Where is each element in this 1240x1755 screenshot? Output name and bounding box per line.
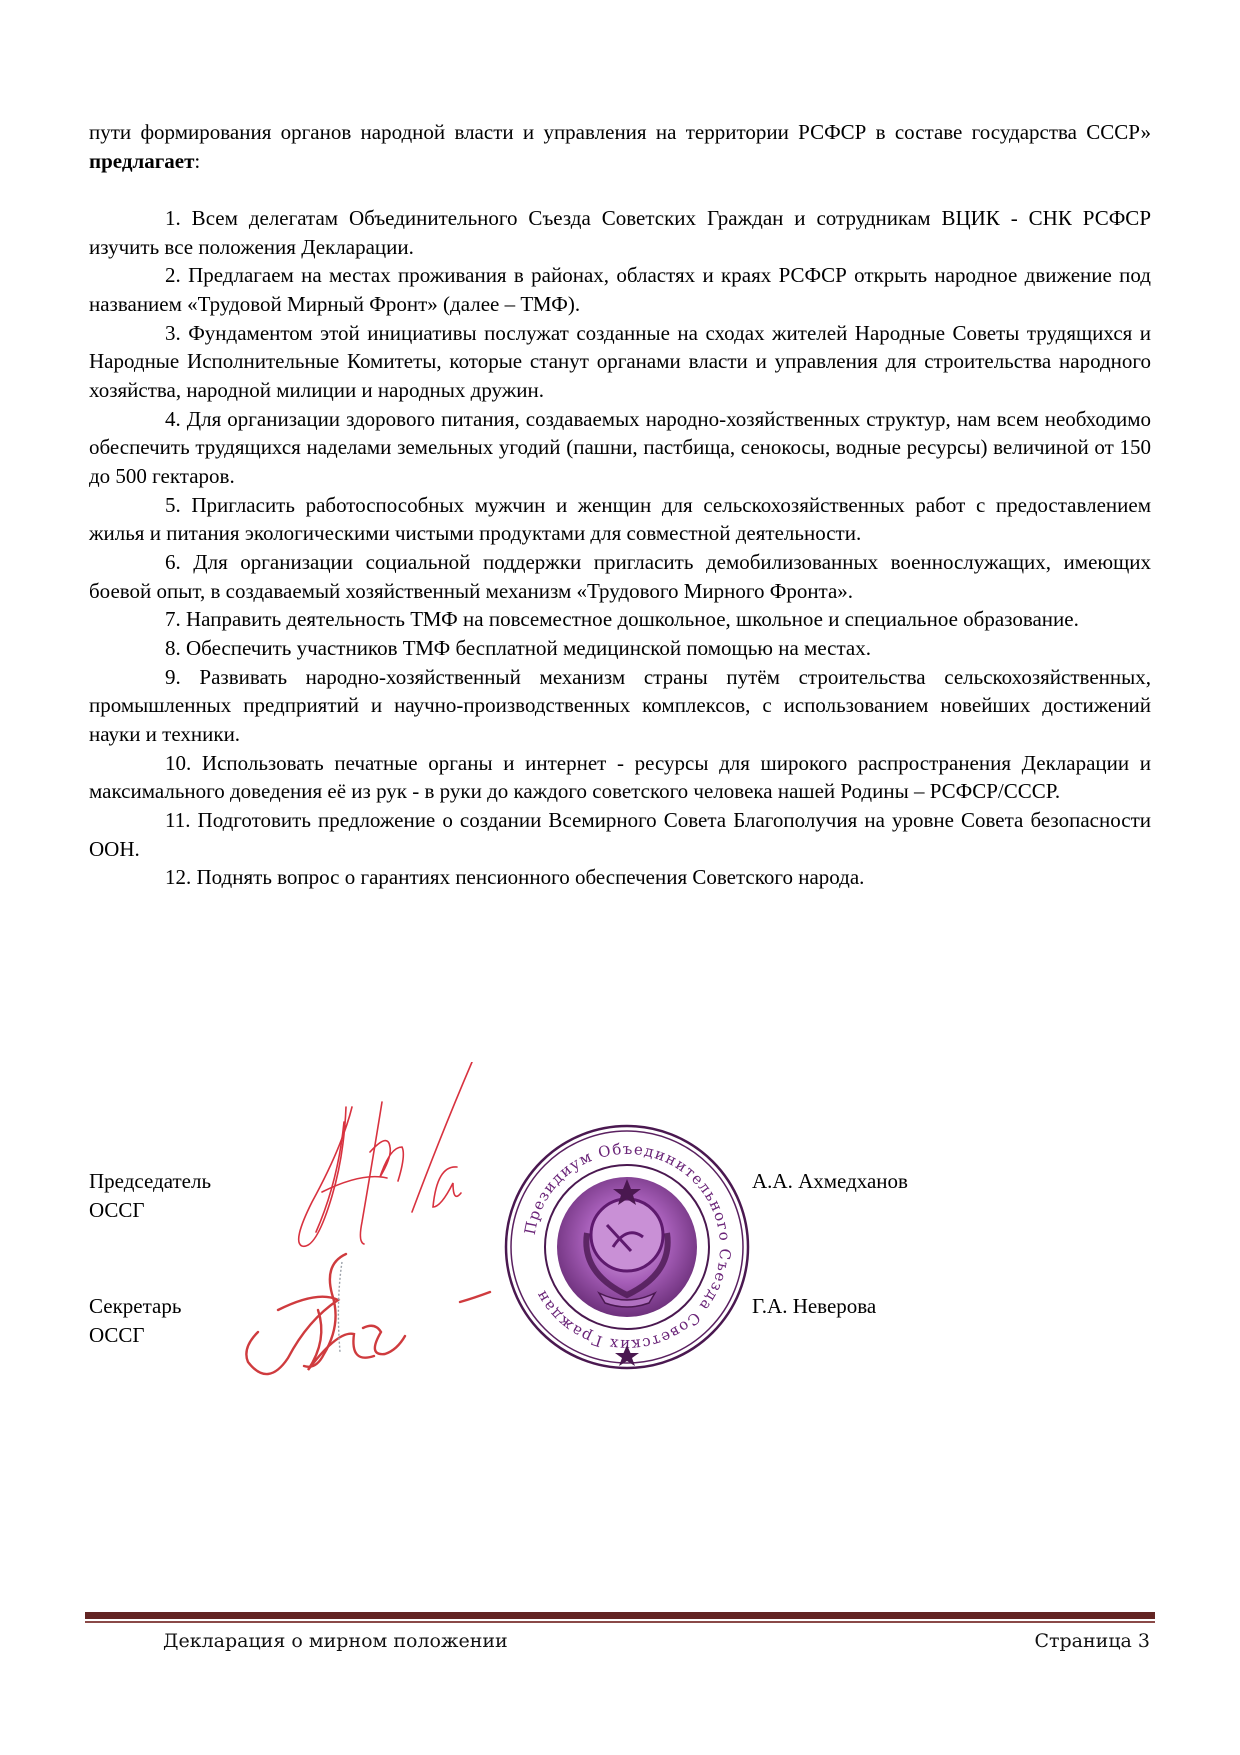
intro-paragraph <box>89 118 1151 175</box>
coat-of-arms-emblem <box>557 1177 697 1317</box>
list-item-9: 9. Развивать народно-хозяйственный механизм страны путём строительства сельскохозяйственных, промышленных предприятий и научно-производственных комплексов, с использованием новейших достижений науки и техники. <box>89 664 1151 747</box>
chairman-title-line2: ОССГ <box>89 1197 145 1222</box>
list-item-7: 7. Направить деятельность ТМФ на повсеместное дошкольное, школьное и специальное образование. <box>165 607 1079 632</box>
chairman-name: А.А. Ахмедханов <box>752 1169 908 1193</box>
intro-text: пути формирования органов народной власти и управления на территории РСФСР в составе государства СССР» <box>89 120 1151 144</box>
secretary-title-line1: Секретарь <box>89 1294 182 1318</box>
list-item-10: 10. Использовать печатные органы и интернет - ресурсы для широкого распространения Декларации и максимального доведения её из рук - в руки до каждого советского человека нашей Родины – РСФСР/СССР. <box>89 750 1151 804</box>
seal-text: Президиум Объединительного Съезда Советских Граждан <box>520 1139 735 1355</box>
list-item-4: 4. Для организации здорового питания, создаваемых народно-хозяйственных структур, нам всем необходимо обеспечить трудящихся наделами земельных угодий (пашни, пастбища, сенокосы, водные ресурсы) величиной от 150 до 500 гектаров. <box>89 406 1151 489</box>
list-item-12: 12. Поднять вопрос о гарантиях пенсионного обеспечения Советского народа. <box>165 865 865 890</box>
secretary-title-line2: ОССГ <box>89 1322 145 1347</box>
list-item-6: 6. Для организации социальной поддержки пригласить демобилизованных военнослужащих, имеющих боевой опыт, в создаваемый хозяйственный механизм «Трудового Мирного Фронта». <box>89 550 1151 603</box>
list-item-8: 8. Обеспечить участников ТМФ бесплатной медицинской помощью на местах. <box>165 636 871 661</box>
footer-rule-thick <box>85 1612 1155 1619</box>
list-item-3: 3. Фундаментом этой инициативы послужат созданные на сходах жителей Народные Советы трудящихся и Народные Исполнительные Комитеты, которые станут органами власти и управления для строительства народного хозяйства, народной милиции и народных дружин. <box>89 320 1151 403</box>
chairman-title <box>89 1167 211 1224</box>
list-item-2: 2. Предлагаем на местах проживания в районах, областях и краях РСФСР открыть народное движение под названием «Трудовой Мирный Фронт» (далее – ТМФ). <box>89 263 1151 317</box>
secretary-signature <box>238 1250 493 1385</box>
footer-page-number: Страница 3 <box>1034 1630 1150 1652</box>
body-text <box>89 118 1151 892</box>
chairman-signature <box>282 1062 492 1252</box>
secretary-title <box>89 1292 181 1349</box>
list-item-11: 11. Подготовить предложение о создании Всемирного Совета Благополучия на уровне Совета безопасности ООН. <box>89 808 1151 861</box>
intro-bold-verb: предлагает <box>89 148 195 173</box>
list-item-5: 5. Пригласить работоспособных мужчин и женщин для сельскохозяйственных работ с предоставлением жилья и питания экологическими чистыми продуктами для совместной деятельности. <box>89 492 1151 546</box>
chairman-title-line1: Председатель <box>89 1169 212 1193</box>
footer-rule-thin <box>85 1621 1155 1623</box>
official-seal <box>503 1123 751 1371</box>
secretary-name: Г.А. Неверова <box>752 1294 877 1318</box>
intro-tail: : <box>194 148 201 173</box>
footer-document-title: Декларация о мирном положении <box>163 1630 508 1652</box>
list-item-1: 1. Всем делегатам Объединительного Съезда Советских Граждан и сотрудникам ВЦИК - СНК РСФСР изучить все положения Декларации. <box>89 206 1151 259</box>
